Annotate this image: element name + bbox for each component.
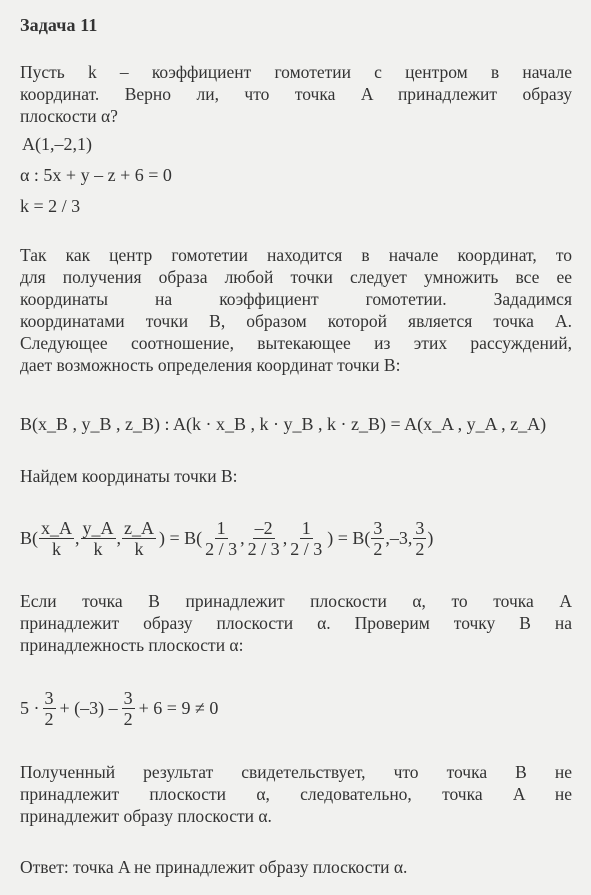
- find-text: Найдем координаты точки B:: [20, 466, 238, 486]
- coords-formula: B( $\frac{x\_A}{k}$ , $\frac{y\_A}{k}$ , $\frac{z\_A}{k}$ ) = B( $\frac{1}{2 / 3}$ , $\frac{-2}{2 / 3}$ , $\frac{1}{2 / 3}$ ) = B( $\frac{3}{2}$ , –3 , $\frac{3}{2}$ ): [20, 518, 434, 559]
- denominator: 2: [373, 539, 383, 559]
- denominator: k: [93, 539, 103, 559]
- denominator: 2: [123, 709, 133, 729]
- explanation-line: Так как центр гомотетии находится в начале координат, то: [20, 245, 572, 265]
- problem-line: Пусть k – коэффициент гомотетии с центром в начале: [20, 62, 572, 82]
- given-k: k = 2 / 3: [20, 196, 81, 216]
- formula-text: –3: [389, 528, 408, 548]
- fraction: [43, 688, 56, 729]
- formula-text: B(: [20, 528, 38, 548]
- check-line: Если точка B принадлежит плоскости α, то точка A: [20, 591, 572, 611]
- numerator: –2: [254, 518, 273, 538]
- denominator: k: [134, 539, 144, 559]
- problem-statement: [20, 61, 572, 127]
- denominator: 2 / 3: [290, 539, 323, 559]
- given-point: A(1,–2,1): [22, 134, 92, 154]
- fraction: [122, 518, 156, 559]
- formula-text: + 6 = 9 ≠ 0: [138, 698, 219, 718]
- problem-title: Задача 11: [20, 15, 98, 35]
- denominator: k: [52, 539, 61, 559]
- fraction: [122, 688, 135, 729]
- explanation-line: координатами точки B, образом которой является точка A.: [20, 311, 572, 331]
- conclusion-line: принадлежит образу плоскости α.: [20, 806, 272, 826]
- fraction: [81, 518, 116, 559]
- numerator: 3: [123, 688, 133, 708]
- explanation-line: Следующее соотношение, вытекающее из этих рассуждений,: [20, 333, 572, 353]
- explanation-line: координаты на коэффициент гомотетии. Зададимся: [20, 289, 572, 309]
- formula-text: ) = B(: [327, 528, 371, 548]
- numerator: 3: [415, 518, 425, 538]
- numerator: z_A: [124, 518, 154, 538]
- formula-text: 5 ·: [20, 698, 40, 718]
- explanation: [20, 244, 572, 376]
- check-formula: [20, 688, 218, 729]
- numerator: 1: [216, 518, 226, 538]
- explanation-line: дает возможность определения координат точки B:: [20, 355, 401, 375]
- conclusion-line: Полученный результат свидетельствует, что точка B не: [20, 762, 572, 782]
- fraction: [203, 518, 239, 559]
- fraction: [39, 518, 74, 559]
- answer: Ответ: точка A не принадлежит образу плоскости α.: [20, 857, 408, 877]
- formula-text: + (–3) –: [59, 698, 118, 718]
- denominator: 2: [415, 539, 425, 559]
- numerator: x_A: [41, 518, 72, 538]
- numerator: 3: [44, 688, 54, 708]
- problem-line: плоскости α?: [20, 106, 118, 126]
- given-plane: α : 5x + y – z + 6 = 0: [20, 165, 172, 185]
- numerator: y_A: [82, 518, 114, 538]
- formula-text: ): [427, 528, 434, 548]
- relation-formula: B(x_B , y_B , z_B) : A(k · x_B , k · y_B , k · z_B) = A(x_A , y_A , z_A): [20, 414, 547, 434]
- problem-line: координат. Верно ли, что точка A принадлежит образу: [20, 84, 572, 104]
- formula-text: ) = B(: [159, 528, 203, 548]
- fraction: [413, 518, 426, 559]
- numerator: 1: [301, 518, 311, 538]
- denominator: 2: [44, 709, 54, 729]
- check-line: принадлежит образу плоскости α. Проверим точку B на: [20, 613, 572, 633]
- fraction: [371, 518, 384, 559]
- fraction: [246, 518, 282, 559]
- fraction: [288, 518, 324, 559]
- conclusion-line: принадлежит плоскости α, следовательно, точка A не: [20, 784, 572, 804]
- check-line: принадлежность плоскости α:: [20, 635, 244, 655]
- conclusion: [20, 761, 572, 827]
- denominator: 2 / 3: [205, 539, 238, 559]
- denominator: 2 / 3: [247, 539, 280, 559]
- check-paragraph: [20, 590, 572, 656]
- numerator: 3: [373, 518, 383, 538]
- explanation-line: для получения образа любой точки следует умножить все ее: [20, 267, 572, 287]
